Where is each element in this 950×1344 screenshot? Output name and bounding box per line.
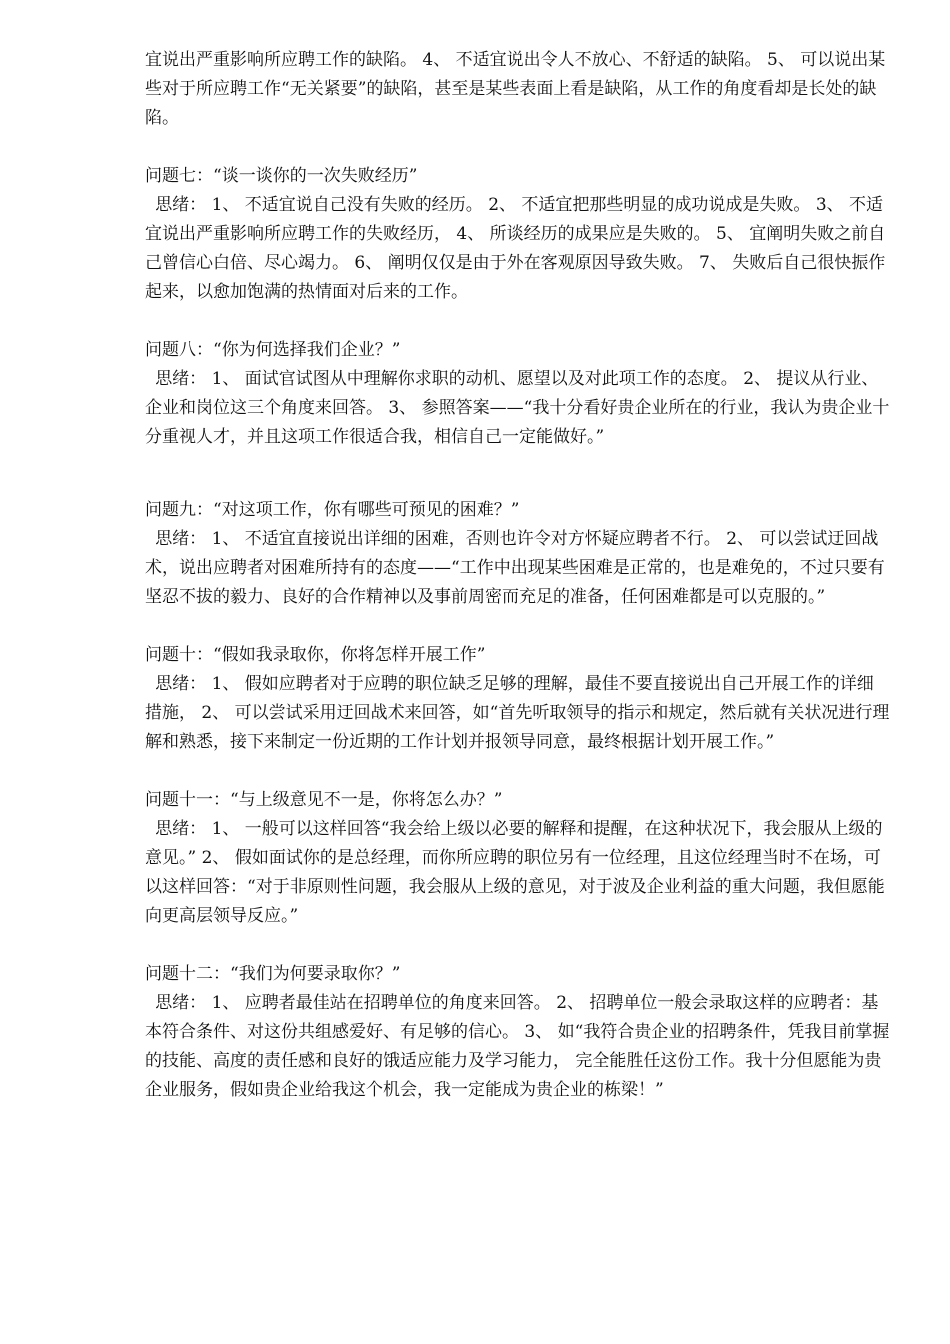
section-question-7 xyxy=(145,162,890,307)
question-heading: 问题八：“你为何选择我们企业？” xyxy=(145,340,401,360)
answer-paragraph: 思绪： 1、 一般可以这样回答“我会给上级以必要的解释和提醒，在这种状况下，我会服从上级的意见。” 2、 假如面试你的是总经理，而你所应聘的职位另有一位经理，且这位经理当时不在场，可以这样回答：“对于非原则性问题，我会服从上级的意见，对于波及企业利益的重大问题，我但愿能向更高层领导反应。” xyxy=(145,819,885,926)
spacer xyxy=(145,133,890,162)
document-page xyxy=(145,46,890,1105)
question-heading: 问题十二：“我们为何要录取你？” xyxy=(145,964,401,984)
spacer xyxy=(145,452,890,496)
section-question-8 xyxy=(145,336,890,452)
section-question-9 xyxy=(145,496,890,612)
answer-paragraph: 思绪： 1、 不适宜直接说出详细的困难，否则也许令对方怀疑应聘者不行。 2、 可以尝试迂回战术，说出应聘者对困难所持有的态度——“工作中出现某些困难是正常的，也是难免的，不过只要有坚忍不拔的毅力、良好的合作精神以及事前周密而充足的准备，任何困难都是可以克服的。” xyxy=(145,529,885,607)
question-heading: 问题十：“假如我录取你，你将怎样开展工作” xyxy=(145,645,486,665)
answer-paragraph: 思绪： 1、 面试官试图从中理解你求职的动机、愿望以及对此项工作的态度。 2、 提议从行业、企业和岗位这三个角度来回答。 3、 参照答案——“我十分看好贵企业所在的行业，我认为贵企业十分重视人才，并且这项工作很适合我，相信自己一定能做好。” xyxy=(145,369,890,447)
spacer xyxy=(145,307,890,336)
question-heading: 问题九：“对这项工作，你有哪些可预见的困难？” xyxy=(145,500,520,520)
intro-paragraph: 宜说出严重影响所应聘工作的缺陷。 4、 不适宜说出令人不放心、不舒适的缺陷。 5、 可以说出某些对于所应聘工作“无关紧要”的缺陷，甚至是某些表面上看是缺陷，从工作的角度看却是长处的缺陷。 xyxy=(145,50,886,128)
answer-paragraph: 思绪： 1、 假如应聘者对于应聘的职位缺乏足够的理解，最佳不要直接说出自己开展工作的详细措施， 2、 可以尝试采用迂回战术来回答，如“首先听取领导的指示和规定，然后就有关状况进行理解和熟悉，接下来制定一份近期的工作计划并报领导同意，最终根据计划开展工作。” xyxy=(145,674,890,752)
section-question-11 xyxy=(145,786,890,931)
question-heading: 问题七：“谈一谈你的一次失败经历” xyxy=(145,166,418,186)
spacer xyxy=(145,612,890,641)
question-heading: 问题十一：“与上级意见不一是，你将怎么办？” xyxy=(145,790,503,810)
spacer xyxy=(145,931,890,960)
answer-paragraph: 思绪： 1、 不适宜说自己没有失败的经历。 2、 不适宜把那些明显的成功说成是失败。 3、 不适宜说出严重影响所应聘工作的失败经历， 4、 所谈经历的成果应是失败的。 5、 宜阐明失败之前自己曾信心白倍、尽心竭力。 6、 阐明仅仅是由于外在客观原因导致失败。 7、 失败后自己很快振作起来，以愈加饱满的热情面对后来的工作。 xyxy=(145,195,886,302)
spacer xyxy=(145,757,890,786)
answer-paragraph: 思绪： 1、 应聘者最佳站在招聘单位的角度来回答。 2、 招聘单位一般会录取这样的应聘者：基本符合条件、对这份共组感爱好、有足够的信心。 3、 如“我符合贵企业的招聘条件，凭我目前掌握的技能、高度的责任感和良好的饿适应能力及学习能力， 完全能胜任这份工作。我十分但愿能为贵 企业服务，假如贵企业给我这个机会，我一定能成为贵企业的栋梁！” xyxy=(145,993,890,1100)
section-question-12 xyxy=(145,960,890,1105)
section-question-10 xyxy=(145,641,890,757)
